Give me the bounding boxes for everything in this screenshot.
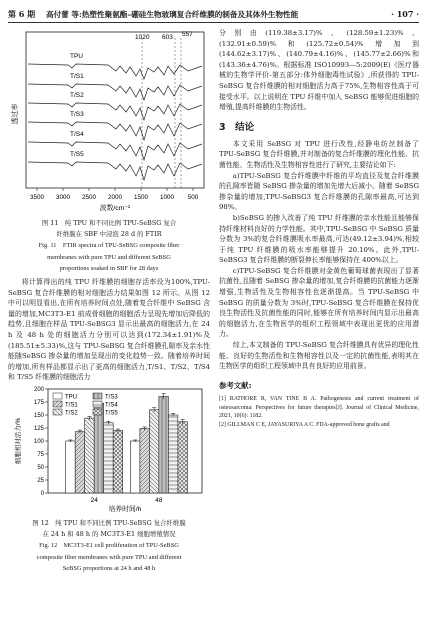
figure-11-ftir [8,28,210,213]
x-tick-label: 24 [90,496,98,504]
body-paragraph-left: 将计算得出的纯 TPU 纤维膜的细胞存活率设为100%,TPU-SeBSG 复合纤维膜的相对细胞活力结果如图 12 所示。从图 12 中可以明显看出,在所有培养时间点处,随着复合纤维中 SeBSG 含量的增加,MC3T3-E1 前成骨细胞的细胞活力呈现先增加后降低的趋势,且细胞在样品 TPU-SeBSG3 显示出最高的细胞活力,在 24 h 及 48 h 处的细胞活力分别可以达到(172.34±1.91)%及(185.51±5.33)%,这与 TPU-SeBSG 复合纤维膜孔隙率及亲水性能随SeBSG 掺杂量的增加呈现出的变化趋势一致。随着培养时间的增加,所有样品都显示出了更高的细胞活力,T/S1、T/S2、T/S4 和 T/S5 纤维膜的细胞活力 [8,278,210,382]
legend-swatch [93,401,102,407]
curve-label-tpu: TPU [70,53,83,60]
bar [66,441,76,493]
y-tick-label: 125 [33,425,44,432]
figure-12-caption [8,519,210,573]
legend-label: TPU [65,394,77,401]
issue-number: 第 6 期 [8,8,36,19]
ftir-xtick-1000: 1000 [159,194,175,201]
bar [85,418,95,493]
spectrum-ts3 [28,122,202,140]
right-column [219,28,419,620]
body-paragraph-right-continued: 分别由(119.38±3.17)%、(128.59±1.23)%、(132.91±0.59)%和(125.72±0.54)%增加到(144.62±3.17)%、(140.79±4.16)%、(145.77±2.66)%和(143.36±4.76)%。根据标准 ISO10993—5:2009(E)《医疗器械的生物学评价-第五部分:体外细胞毒性试验》,所获得的 TPU-SeBSG 复合纤维膜的相对细胞活力高于75%,生物相容性高于可接受水平。以上说明在 TPU 纤维中加入 SeBSG 能够促进细胞的增殖,提高纤维膜的生物活性。 [219,29,419,112]
conclusion-point-a: a)TPU-SeBSG 复合纤维膜中纤维的平均直径及复合纤维膜的孔隙率皆随 SeBSG 掺杂量的增加先增大后减小。随着 SeBSG 掺杂量的增加,TPU-SeBSG3 复合纤维膜的孔隙率最高,可达到 98%。 [219,171,419,212]
bar [113,431,123,493]
fig12-caption-cn-1: 图 12 纯 TPU 和不同比例 TPU-SeBSG 复合纤维膜 [32,518,186,527]
figure-12-bar-chart [8,383,210,513]
fig11-caption-cn-1: 图 11 纯 TPU 和不同比例 TPU-SeBSG 复合 [41,219,177,227]
ftir-xticks [37,188,193,191]
ftir-xtick-2000: 2000 [107,194,123,201]
bar [75,432,85,493]
page-number: · 107 · [391,9,419,19]
bar [104,423,114,493]
y-tick-label: 175 [33,399,44,406]
x-axis-label: 培养时间/h [108,505,142,513]
peak-label-1020: 1020 [135,34,150,41]
fig12-caption-en-2: composite fiber membranes with pure TPU and different [36,553,182,561]
fig12-caption-cn-2: 在 24 h 和 48 h 的 MC3T3-E1 细胞增殖情况 [42,530,176,539]
bar [178,422,188,493]
fig11-caption-en-1: Fig. 11 FTIR spectra of TPU-SeBSG composite fiber [38,242,180,250]
ftir-xtick-500: 500 [187,194,199,201]
spectrum-ts5 [28,162,202,180]
bar [130,441,140,493]
y-axis-label: 细胞相对活力/% [15,417,22,465]
y-tick-label: 0 [40,490,44,497]
bar [149,410,159,493]
left-column [8,28,210,620]
ftir-xtick-1500: 1500 [133,194,149,201]
ftir-xtick-2500: 2500 [81,194,97,201]
spectrum-ts1 [28,84,202,100]
ftir-ylabel: 透过率 [12,103,19,125]
conclusion-point-b: b)SeBSG 的掺入改善了纯 TPU 纤维膜的亲水性能且能够保持纤维材料良好的力学性能。其中,TPU-SeBSG 中 SeBSG 质量分数为 3%的复合纤维膜吸水率最高,可达(49.12±3.94)%,相较于纯 TPU 纤维膜的吸水率能够提升 20.10%。此外,TPU-SeBSG3 复合纤维膜的断裂伸长率能够保持在 400%以上。 [219,213,419,265]
spectrum-ts4 [28,142,202,160]
y-tick-label: 100 [33,438,44,445]
curve-label-ts2: T/S2 [70,92,84,99]
spectrum-tpu [28,64,202,79]
peak-label-603: 603 [162,34,173,41]
x-tick-label: 48 [155,496,163,504]
y-tick-label: 25 [37,477,44,484]
legend-label: T/S4 [105,402,118,409]
fig11-caption-en-3: proportions soaked in SBF for 28 days [59,264,159,272]
legend-label: T/S2 [65,410,78,417]
figure-11-caption [8,219,210,273]
reference-item: [2] GILLMAN C E, JAYASURIYA A C. FDA-approved bone grafts and [219,422,390,429]
fig12-caption-en-1: Fig. 12 MC3T3-E1 cell proliferation of TPU-SeBSG [39,542,179,550]
ftir-xtick-3000: 3000 [55,194,71,201]
bar [159,396,169,492]
bar [94,403,104,493]
y-tick-label: 150 [33,412,44,419]
legend-swatch [93,409,102,415]
references-heading: 参考文献: [219,380,252,390]
curve-label-ts4: T/S4 [70,131,84,138]
peak-label-557: 557 [182,31,193,38]
curve-label-ts5: T/S5 [70,151,84,158]
y-tick-label: 200 [33,386,44,393]
conclusion-intro: 本文采用 SeBSG 对 TPU 进行改性,经静电纺丝制备了 TPU-SeBSG 复合纤维膜,并对制备的复合纤维膜的理化性能、抗菌性能、生物活性及生物相容性进行了研究,主要结论如下: [219,139,419,169]
reference-item: [1] RATHORE R, VAN TINE B A. Pathogenesis and current treatment of osteosarcoma: Perspectives for future therapies[J]. Journal of Clinical Medicine, 2021, 10(6): 1182. [219,395,419,420]
curve-label-ts3: T/S3 [70,111,84,118]
legend-label: T/S5 [105,410,118,417]
legend-swatch [53,393,62,399]
legend-swatch [53,409,62,415]
fig11-caption-cn-2: 纤维膜在 SBF 中浸泡 28 d 的 FTIR [56,230,162,239]
legend-label: T/S3 [105,394,118,401]
bar [168,415,178,493]
fig11-caption-en-2: membranes with pure TPU and different SeBSG [47,253,171,261]
running-title: 高付蕾 等:热塑性聚氨酯–硼硅生物玻璃复合纤维膜的制备及其体外生物性能 [46,9,299,19]
conclusion-summary: 综上,本文制备的 TPU-SeBSG 复合纤维膜具有优异的理化性能、良好的生物活性和生物相容性以及一定的抗菌性能,表明其在生物医学的组织工程领域中具有良好的应用前景。 [219,341,419,371]
y-tick-label: 75 [37,451,44,458]
legend-swatch [53,401,62,407]
ftir-xtick-3500: 3500 [29,194,45,201]
y-tick-label: 50 [37,464,44,471]
legend-label: T/S1 [65,402,78,409]
legend-swatch [93,393,102,399]
fig12-caption-en-3: SeBSG proportions at 24 h and 48 h [62,564,156,572]
conclusion-point-c: c)TPU-SeBSG 复合纤维膜对金黄色葡萄球菌表现出了显著抗菌性,且随着 SeBSG 掺杂量的增加,复合纤维膜的抗菌能力逐渐增强,生物活性及生物相容性也逐渐提高。当 TPU-SeBSG 中 SeBSG 的质量分数为 3%时,TPU-SeBSG 复合纤维膜在保持优良生物活性及抗菌性能的同时,能够在所有培养时间内显示出最高的细胞活力,在生物医学的组织工程领域中表现出更优的应用潜力。 [219,266,419,339]
bar [140,428,150,492]
spectrum-ts2 [28,103,202,120]
running-header [8,6,419,23]
ftir-xlabel: 波数/cm⁻¹ [99,205,131,212]
section-3-heading: 3 结论 [219,121,255,133]
curve-label-ts1: T/S1 [70,73,84,80]
